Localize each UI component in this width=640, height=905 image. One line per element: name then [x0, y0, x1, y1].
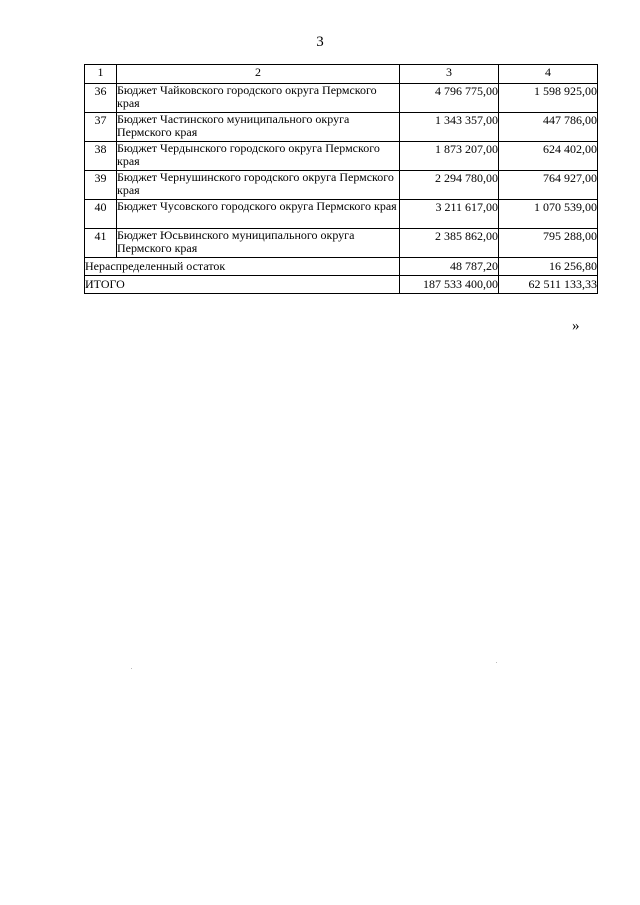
column-header-4: 4 [499, 65, 598, 84]
budget-name: Бюджет Чердынского городского округа Пермского края [117, 142, 400, 171]
table-row [85, 200, 598, 229]
amount-col3: 3 211 617,00 [400, 200, 499, 229]
unallocated-col3: 48 787,20 [400, 258, 499, 276]
budget-name: Бюджет Чернушинского городского округа Пермского края [117, 171, 400, 200]
amount-col3: 1 873 207,00 [400, 142, 499, 171]
unallocated-col4: 16 256,80 [499, 258, 598, 276]
table-header-row [85, 65, 598, 84]
amount-col4: 1 070 539,00 [499, 200, 598, 229]
row-number: 40 [85, 200, 117, 229]
row-number: 41 [85, 229, 117, 258]
budget-name: Бюджет Чусовского городского округа Пермского края [117, 200, 400, 229]
amount-col4: 624 402,00 [499, 142, 598, 171]
row-number: 39 [85, 171, 117, 200]
total-col3: 187 533 400,00 [400, 276, 499, 294]
total-row [85, 276, 598, 294]
table-row [85, 142, 598, 171]
column-header-3: 3 [400, 65, 499, 84]
unallocated-row [85, 258, 598, 276]
row-number: 38 [85, 142, 117, 171]
budget-table [84, 64, 598, 294]
amount-col3: 2 294 780,00 [400, 171, 499, 200]
row-number: 37 [85, 113, 117, 142]
column-header-1: 1 [85, 65, 117, 84]
scan-speck [131, 668, 132, 669]
total-label: ИТОГО [85, 276, 400, 294]
column-header-2: 2 [117, 65, 400, 84]
table-row [85, 229, 598, 258]
table-row [85, 171, 598, 200]
amount-col3: 2 385 862,00 [400, 229, 499, 258]
amount-col4: 795 288,00 [499, 229, 598, 258]
unallocated-label: Нераспределенный остаток [85, 258, 400, 276]
page-number: 3 [316, 34, 324, 50]
closing-quote: » [572, 318, 580, 334]
total-col4: 62 511 133,33 [499, 276, 598, 294]
amount-col4: 447 786,00 [499, 113, 598, 142]
amount-col4: 764 927,00 [499, 171, 598, 200]
table-row [85, 84, 598, 113]
amount-col3: 1 343 357,00 [400, 113, 499, 142]
budget-name: Бюджет Чайковского городского округа Пермского края [117, 84, 400, 113]
row-number: 36 [85, 84, 117, 113]
amount-col3: 4 796 775,00 [400, 84, 499, 113]
budget-name: Бюджет Юсьвинского муниципального округа Пермского края [117, 229, 400, 258]
scan-speck [496, 662, 497, 663]
amount-col4: 1 598 925,00 [499, 84, 598, 113]
budget-name: Бюджет Частинского муниципального округа Пермского края [117, 113, 400, 142]
table-row [85, 113, 598, 142]
